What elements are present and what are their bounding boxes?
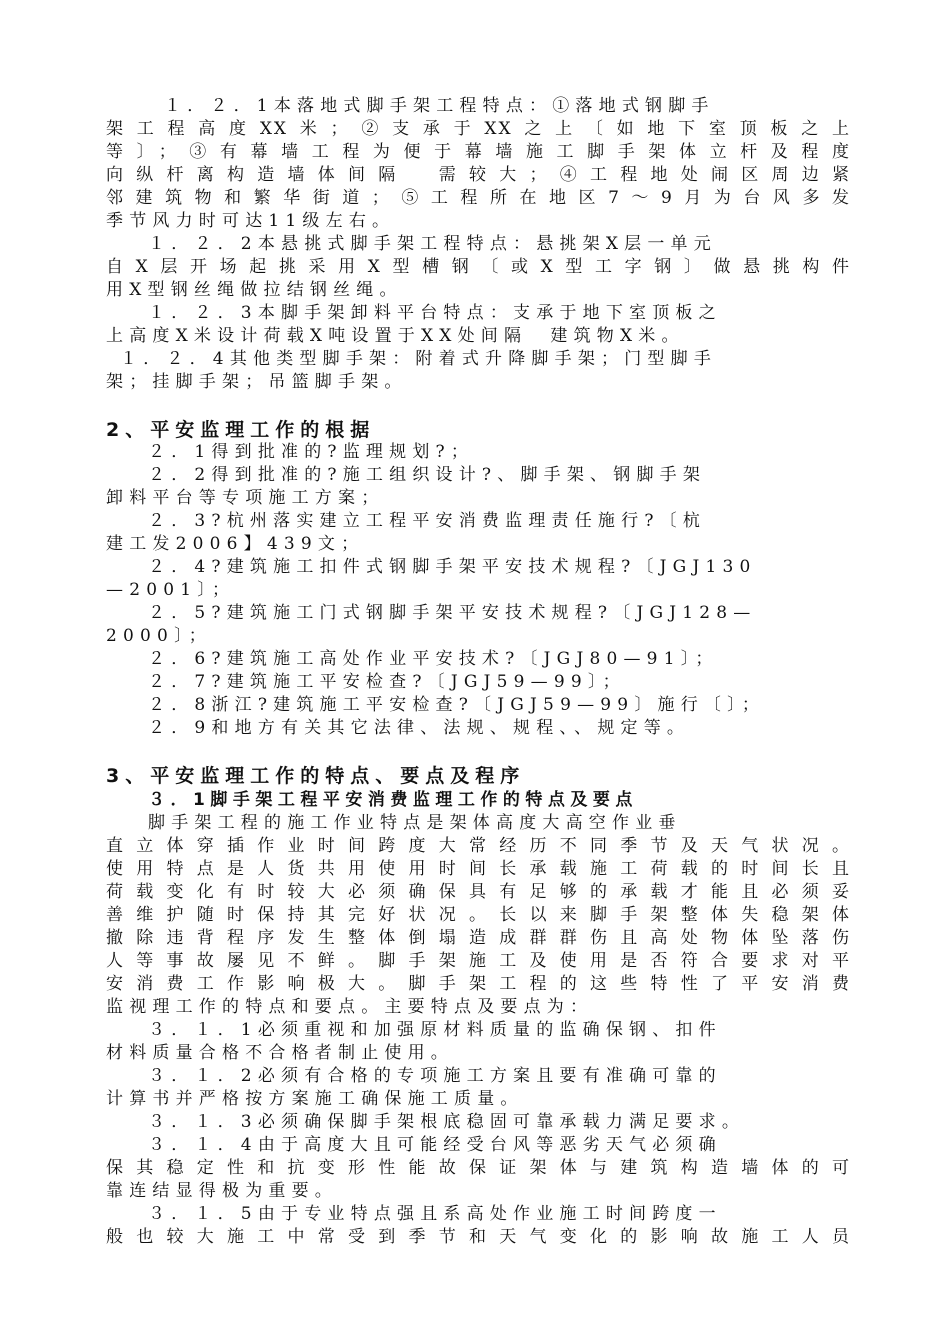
paragraph-line: 靠连结显得极为重要。	[106, 1181, 338, 1201]
paragraph-line: ３．１．1必须重视和加强原材料质量的监确保钢、扣件	[148, 1020, 722, 1040]
paragraph-line: 人等事故屡见不鲜。脚手架施工及使用是否符合要求对平	[106, 951, 851, 971]
paragraph-line: 般也较大施工中常受到季节和天气变化的影响故施工人员	[106, 1227, 851, 1247]
paragraph-line: 季节风力时可达11级左右。	[106, 211, 396, 231]
paragraph-line: 等〕；③有幕墙工程为便于幕墙施工脚手架体立杆及程度	[106, 142, 851, 162]
paragraph-line: ３．１．2必须有合格的专项施工方案且要有准确可靠的	[148, 1066, 722, 1086]
paragraph-line: 向纵杆离构造墙体间隔 需较大；④工程地处闹区周边紧	[106, 165, 851, 185]
paragraph-line: 架工程高度XX米；②支承于XX之上〔如地下室顶板之上	[106, 119, 851, 139]
paragraph-line: 架；挂脚手架；吊篮脚手架。	[106, 372, 408, 392]
paragraph-line: ３．１．5由于专业特点强且系高处作业施工时间跨度一	[148, 1204, 722, 1224]
paragraph-line: ２．7?建筑施工平安检查?〔JGJ59—99〕；	[148, 672, 626, 692]
paragraph-line: 荷载变化有时较大必须确保具有足够的承载才能且必须妥	[106, 882, 851, 902]
paragraph-line: ２．5?建筑施工门式钢脚手架平安技术规程?〔JGJ128—	[148, 603, 757, 623]
paragraph-line: ２．2得到批准的?施工组织设计?、脚手架、钢脚手架	[148, 465, 707, 485]
paragraph-line: ３．１．3必须确保脚手架根底稳固可靠承载力满足要求。	[148, 1112, 746, 1132]
paragraph-line: 脚手架工程的施工作业特点是架体高度大高空作业垂	[148, 813, 682, 833]
paragraph-line: １．２．4其他类型脚手架：附着式升降脚手架；门型脚手	[120, 349, 718, 369]
paragraph-line: ２．3?杭州落实建立工程平安消费监理责任施行?〔杭	[148, 511, 707, 531]
section-heading: 2、平安监理工作的根据	[106, 419, 376, 441]
paragraph-line: ２．4?建筑施工扣件式钢脚手架平安技术规程?〔JGJ130	[148, 557, 757, 577]
paragraph-line: ２．9和地方有关其它法律、法规、规程、、规定等。	[148, 718, 691, 738]
paragraph-line: ２．8浙江?建筑施工平安检查?〔JGJ59—99〕施行〔〕；	[148, 695, 766, 715]
section-heading: 3、平安监理工作的特点、要点及程序	[106, 765, 526, 787]
paragraph-line: 监视理工作的特点和要点。主要特点及要点为：	[106, 997, 594, 1017]
paragraph-line: 卸料平台等专项施工方案；	[106, 488, 385, 508]
paragraph-line: 自X层开场起挑采用X型槽钢〔或X型工字钢〕做悬挑构件	[106, 257, 851, 277]
paragraph-line: 用X型钢丝绳做拉结钢丝绳。	[106, 280, 403, 300]
paragraph-line: —2001〕；	[106, 580, 236, 600]
paragraph-line: １．２．3本脚手架卸料平台特点：支承于地下室顶板之	[148, 303, 722, 323]
paragraph-line: ２．6?建筑施工高处作业平安技术?〔JGJ80—91〕；	[148, 649, 719, 669]
paragraph-line: 保其稳定性和抗变形性能故保证架体与建筑构造墙体的可	[106, 1158, 851, 1178]
paragraph-line: １．２．2本悬挑式脚手架工程特点：悬挑架X层一单元	[148, 234, 717, 254]
paragraph-line: 2000〕；	[106, 626, 212, 646]
paragraph-line: 建工发2006】439文；	[106, 534, 365, 554]
paragraph-line: 计算书并严格按方案施工确保施工质量。	[106, 1089, 524, 1109]
paragraph-line: １．２．1本落地式脚手架工程特点：①落地式钢脚手	[164, 96, 715, 116]
paragraph-line: ３．１．4由于高度大且可能经受台风等恶劣天气必须确	[148, 1135, 722, 1155]
paragraph-line: 材料质量合格不合格者制止使用。	[106, 1043, 454, 1063]
paragraph-line: 使用特点是人货共用使用时间长承载施工荷载的时间长且	[106, 859, 851, 879]
paragraph-line: 直立体穿插作业时间跨度大常经历不同季节及天气状况。	[106, 836, 851, 856]
paragraph-line: 善维护随时保持其完好状况。长以来脚手架整体失稳架体	[106, 905, 851, 925]
paragraph-line: 邻建筑物和繁华街道；⑤工程所在地区7～9月为台风多发	[106, 188, 851, 208]
paragraph-line: 安消费工作影响极大。脚手架工程的这些特性了平安消费	[106, 974, 851, 994]
paragraph-line: 撤除违背程序发生整体倒塌造成群群伤且高处物体坠落伤	[106, 928, 851, 948]
sub-heading: ３．1脚手架工程平安消费监理工作的特点及要点	[148, 790, 638, 810]
paragraph-line: 上高度X米设计荷载X吨设置于XX处间隔 建筑物X米。	[106, 326, 685, 346]
paragraph-line: ２．1得到批准的?监理规划?；	[148, 442, 475, 462]
